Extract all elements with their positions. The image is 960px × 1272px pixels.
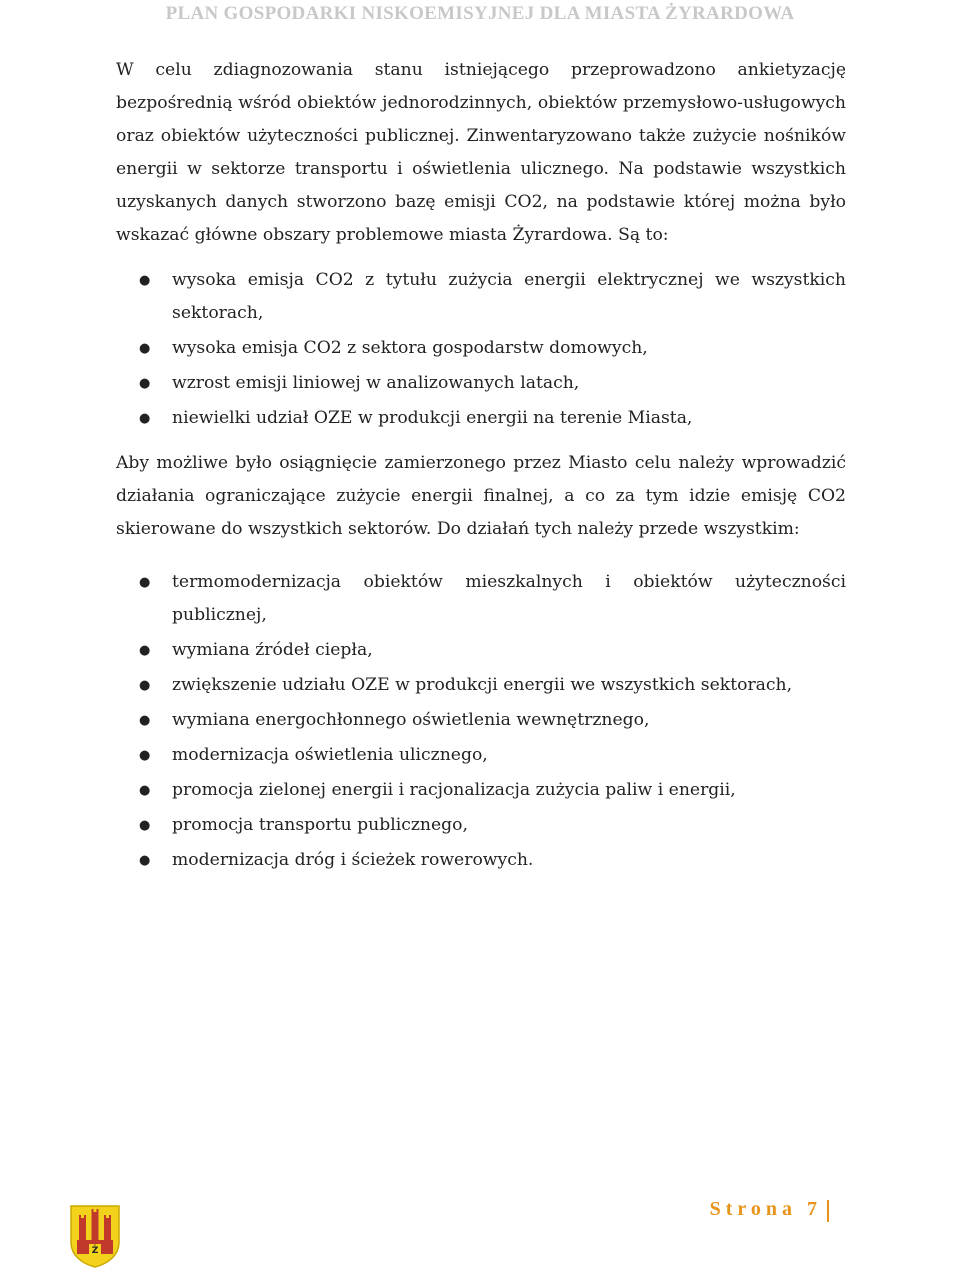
list-item-text: wysoka emisja CO2 z sektora gospodarstw domowych,: [172, 338, 648, 358]
list-item: [116, 774, 846, 807]
problem-list: [116, 264, 846, 435]
bullet-icon: ●: [139, 376, 151, 391]
bullet-icon: ●: [139, 748, 151, 763]
bullet-icon: ●: [139, 853, 151, 868]
list-item: [116, 367, 846, 400]
city-crest-icon: [69, 1204, 121, 1268]
page-number: Strona 7: [709, 1198, 822, 1220]
list-item: [116, 669, 846, 702]
bullet-icon: ●: [139, 643, 151, 658]
list-item-text: termomodernizacja obiektów mieszkalnych i obiektów użyteczności publicznej,: [172, 572, 846, 625]
bullet-icon: ●: [139, 783, 151, 798]
actions-paragraph: Aby możliwe było osiągnięcie zamierzonego przez Miasto celu należy wprowadzić działania ograniczające zużycie energii finalnej, a co za tym idzie emisję CO2 skierowane do wszystkich sektorów. Do działań tych należy przede wszystkim:: [116, 453, 846, 539]
action-list: [116, 566, 846, 877]
running-header: PLAN GOSPODARKI NISKOEMISYJNEJ DLA MIASTA ŻYRARDOWA: [165, 3, 795, 24]
svg-text:Ż: Ż: [91, 1246, 99, 1256]
list-item-text: modernizacja dróg i ścieżek rowerowych.: [172, 850, 534, 870]
page-body: [116, 54, 846, 879]
list-item: [116, 264, 846, 330]
list-item-text: modernizacja oświetlenia ulicznego,: [172, 745, 488, 765]
bullet-icon: ●: [139, 575, 151, 590]
list-item: [116, 704, 846, 737]
bullet-icon: ●: [139, 713, 151, 728]
list-item-text: promocja transportu publicznego,: [172, 815, 468, 835]
intro-paragraph: W celu zdiagnozowania stanu istniejącego przeprowadzono ankietyzację bezpośrednią wśród obiektów jednorodzinnych, obiektów przemysłowo-usługowych oraz obiektów użyteczności publicznej. Zinwentaryzowano także zużycie nośników energii w sektorze transportu i oświetlenia ulicznego. Na podstawie wszystkich uzyskanych danych stworzono bazę emisji CO2, na podstawie której można było wskazać główne obszary problemowe miasta Żyrardowa. Są to:: [116, 60, 846, 245]
bullet-icon: ●: [139, 678, 151, 693]
list-item-text: wymiana źródeł ciepła,: [172, 640, 373, 660]
list-item: [116, 809, 846, 842]
list-item: [116, 844, 846, 877]
page-number-divider: [827, 1200, 829, 1222]
bullet-icon: ●: [139, 273, 151, 288]
list-item: [116, 566, 846, 632]
list-item-text: wzrost emisji liniowej w analizowanych latach,: [172, 373, 580, 393]
list-item: [116, 332, 846, 365]
list-item: [116, 402, 846, 435]
bullet-icon: ●: [139, 411, 151, 426]
bullet-icon: ●: [139, 341, 151, 356]
list-item-text: niewielki udział OZE w produkcji energii na terenie Miasta,: [172, 408, 693, 428]
list-item-text: promocja zielonej energii i racjonalizacja zużycia paliw i energii,: [172, 780, 736, 800]
list-item: [116, 739, 846, 772]
list-item-text: zwiększenie udziału OZE w produkcji energii we wszystkich sektorach,: [172, 675, 793, 695]
bullet-icon: ●: [139, 818, 151, 833]
list-item-text: wysoka emisja CO2 z tytułu zużycia energii elektrycznej we wszystkich sektorach,: [172, 270, 846, 323]
list-item: [116, 634, 846, 667]
list-item-text: wymiana energochłonnego oświetlenia wewnętrznego,: [172, 710, 650, 730]
